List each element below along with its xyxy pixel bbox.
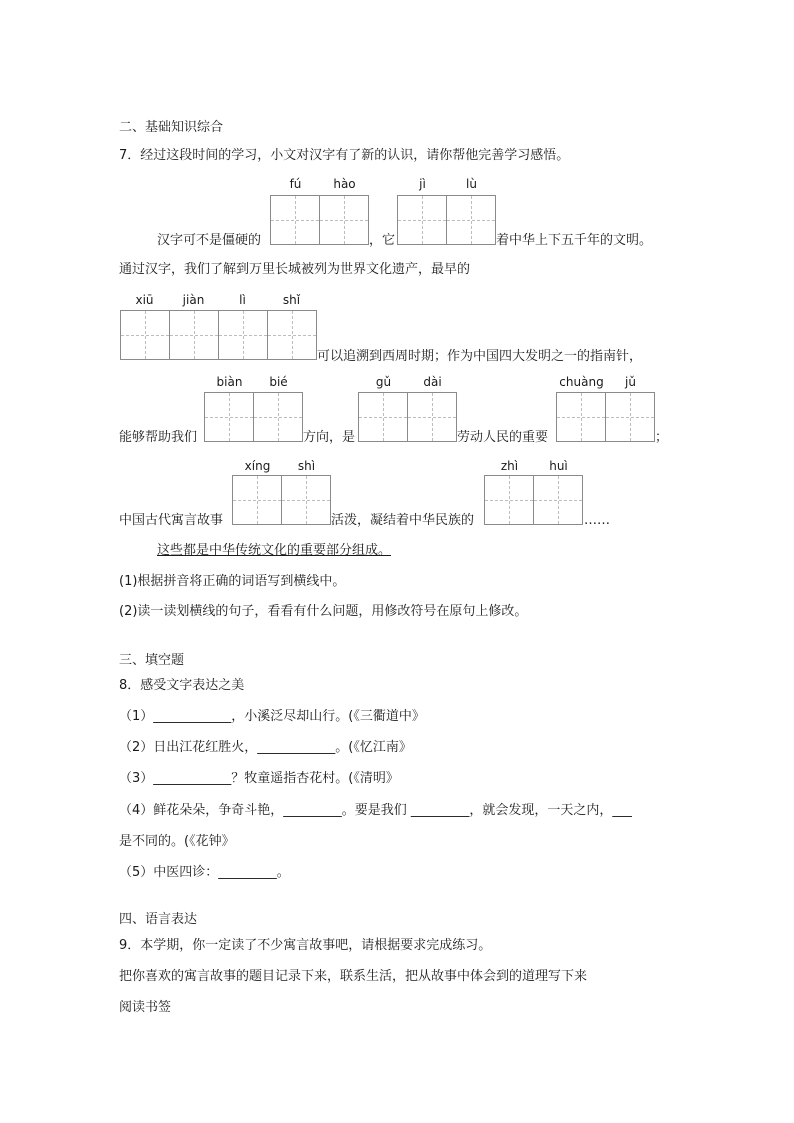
pinyin-label: dài [423, 375, 442, 389]
question-7-stem: 7．经过这段时间的学习，小文对汉字有了新的认识，请你帮他完善学习感悟。 [119, 148, 570, 163]
character-grid-chuangju[interactable] [556, 392, 655, 442]
passage-text: 着中华上下五千年的文明。 [496, 233, 653, 248]
fill-blank-item: （2）日出江花红胜火，____________。(《忆江南》 [119, 740, 412, 755]
section-heading-2: 二、基础知识综合 [119, 120, 224, 135]
subquestion-1: (1)根据拼音将正确的词语写到横线中。 [119, 574, 346, 589]
pinyin-label: jǔ [625, 375, 636, 389]
passage-text: 能够帮助我们 [119, 430, 198, 445]
pinyin-label: hào [333, 177, 356, 191]
character-grid-jilu[interactable] [397, 195, 496, 245]
pinyin-label: huì [549, 459, 568, 473]
underlined-sentence: 这些都是中华传统文化的重要部分组成。 [157, 543, 392, 558]
passage-text: 汉字可不是僵硬的 [157, 233, 262, 248]
fill-blank-item: （1）____________，小溪泛尽却山行。(《三衢道中》 [119, 709, 425, 724]
pinyin-label: gǔ [375, 375, 392, 389]
section-heading-4: 四、语言表达 [119, 912, 198, 927]
pinyin-label: xíng [244, 459, 271, 473]
passage-text: ； [655, 430, 669, 445]
passage-text: 方向，是 [303, 430, 356, 445]
pinyin-label: lì [239, 293, 246, 307]
pinyin-label: jiàn [182, 293, 205, 307]
character-grid-xingshi[interactable] [232, 475, 331, 525]
fill-blank-item: （4）鲜花朵朵，争奇斗艳，_________。要是我们 _________，就会发现，一天之内，___ [119, 803, 632, 818]
character-grid-xiujianlishi[interactable] [120, 310, 317, 360]
section-heading-3: 三、填空题 [119, 653, 185, 668]
pinyin-label: shì [297, 459, 316, 473]
question-8-stem: 8．感受文字表达之美 [119, 678, 245, 693]
passage-text: 通过汉字，我们了解到万里长城被列为世界文化遗产，最早的 [119, 262, 471, 277]
passage-text: …… [584, 513, 610, 528]
pinyin-label: biàn [216, 375, 243, 389]
passage-text: ，它 [369, 233, 396, 248]
subquestion-2: (2)读一读划横线的句子，看看有什么问题，用修改符号在原句上修改。 [119, 604, 528, 619]
pinyin-label: lù [466, 177, 477, 191]
passage-text: 中国古代寓言故事 [119, 513, 224, 528]
pinyin-label: chuàng [559, 375, 604, 389]
character-grid-gudai[interactable] [358, 392, 457, 442]
fill-blank-item: （3）____________？牧童遥指杏花村。(《清明》 [119, 771, 399, 786]
pinyin-label: zhì [500, 459, 519, 473]
character-grid-fuhao[interactable] [270, 195, 369, 245]
pinyin-label: shǐ [282, 293, 301, 307]
pinyin-label: jì [419, 177, 426, 191]
question-9-stem: 9．本学期，你一定读了不少寓言故事吧，请根据要求完成练习。 [119, 938, 492, 953]
fill-blank-item: （5）中医四诊：_________。 [119, 865, 290, 880]
passage-text: 把你喜欢的寓言故事的题目记录下来，联系生活，把从故事中体会到的道理写下来 [119, 969, 588, 984]
passage-text: 劳动人民的重要 [457, 430, 549, 445]
passage-text: 活泼，凝结着中华民族的 [331, 513, 475, 528]
pinyin-label: fú [289, 177, 302, 191]
fill-blank-item: 是不同的。(《花钟》 [119, 834, 235, 849]
character-grid-bianbie[interactable] [204, 392, 303, 442]
pinyin-label: xiū [135, 293, 154, 307]
passage-text: 可以追溯到西周时期；作为中国四大发明之一的指南针， [317, 349, 643, 364]
character-grid-zhihui[interactable] [484, 475, 583, 525]
pinyin-label: bié [269, 375, 288, 389]
passage-text: 阅读书签 [119, 1000, 172, 1015]
